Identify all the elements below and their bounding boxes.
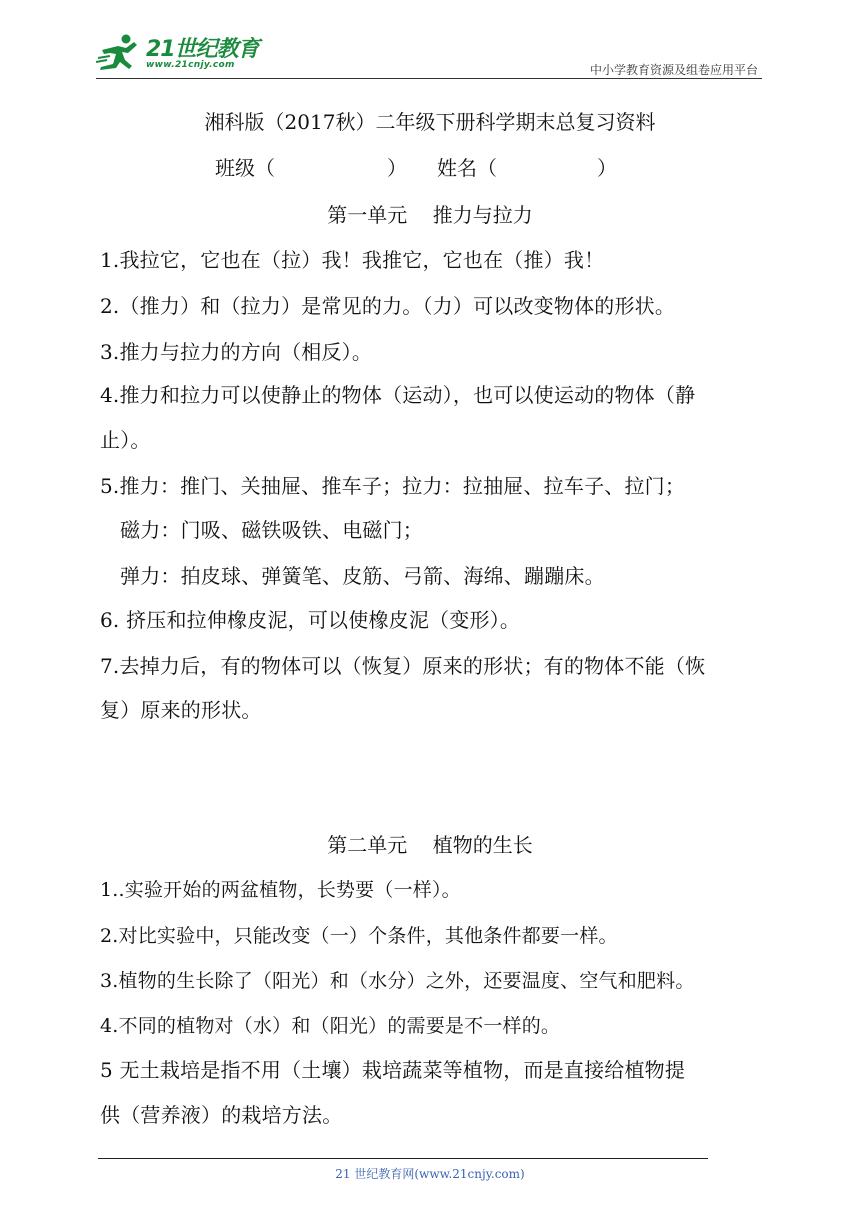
unit1-line: 6. 挤压和拉伸橡皮泥，可以使橡皮泥（变形）。: [100, 608, 521, 632]
unit2-line: 5 无土栽培是指不用（土壤）栽培蔬菜等植物，而是直接给植物提: [100, 1058, 686, 1082]
logo-url: www.21cnjy.com: [146, 60, 235, 70]
unit1-heading: 第一单元 推力与拉力: [327, 203, 533, 227]
unit2-line: 供（营养液）的栽培方法。: [100, 1103, 343, 1127]
unit2-line: 4.不同的植物对（水）和（阳光）的需要是不一样的。: [100, 1015, 561, 1037]
document-title: 湘科版（2017秋）二年级下册科学期末总复习资料: [204, 110, 656, 134]
unit1-line: 2.（推力）和（拉力）是常见的力。（力）可以改变物体的形状。: [100, 294, 676, 318]
footer-divider: [98, 1158, 708, 1159]
unit1-line: 4.推力和拉力可以使静止的物体（运动），也可以使运动的物体（静: [100, 383, 696, 407]
unit1-line: 1.我拉它，它也在（拉）我！我推它，它也在（推）我！: [100, 248, 605, 272]
class-label: 班级（: [215, 156, 275, 180]
unit1-line: 5.推力：推门、关抽屉、推车子；拉力：拉抽屉、拉车子、拉门；: [100, 474, 686, 498]
logo-text: 21世纪教育: [146, 37, 259, 62]
unit2-line: 2.对比实验中，只能改变（一）个条件，其他条件都要一样。: [100, 925, 618, 947]
site-logo: [96, 30, 266, 76]
class-close: ）: [387, 156, 407, 180]
class-name-line: [215, 152, 617, 181]
header-slogan: 中小学教育资源及组卷应用平台: [589, 63, 758, 77]
unit2-heading: 第二单元 植物的生长: [327, 833, 533, 857]
unit1-line: 3.推力与拉力的方向（相反）。: [100, 340, 373, 364]
unit1-line: 复）原来的形状。: [100, 698, 262, 722]
unit1-line: 止）。: [100, 428, 151, 452]
unit1-line: 7.去掉力后，有的物体可以（恢复）原来的形状；有的物体不能（恢: [100, 654, 706, 678]
header-divider: [96, 78, 762, 79]
unit1-line: 磁力：门吸、磁铁吸铁、电磁门；: [120, 518, 423, 542]
footer-link[interactable]: 21 世纪教育网(www.21cnjy.com): [335, 1167, 525, 1181]
page-header: [96, 30, 762, 78]
name-label: 姓名（: [437, 156, 497, 180]
unit1-line: 弹力：拍皮球、弹簧笔、皮筋、弓箭、海绵、蹦蹦床。: [120, 564, 605, 588]
unit2-line: 3.植物的生长除了（阳光）和（水分）之外，还要温度、空气和肥料。: [100, 970, 695, 992]
runner-logo-icon: [96, 32, 144, 72]
unit2-line: 1..实验开始的两盆植物，长势要（一样）。: [100, 879, 461, 901]
name-close: ）: [597, 156, 617, 180]
